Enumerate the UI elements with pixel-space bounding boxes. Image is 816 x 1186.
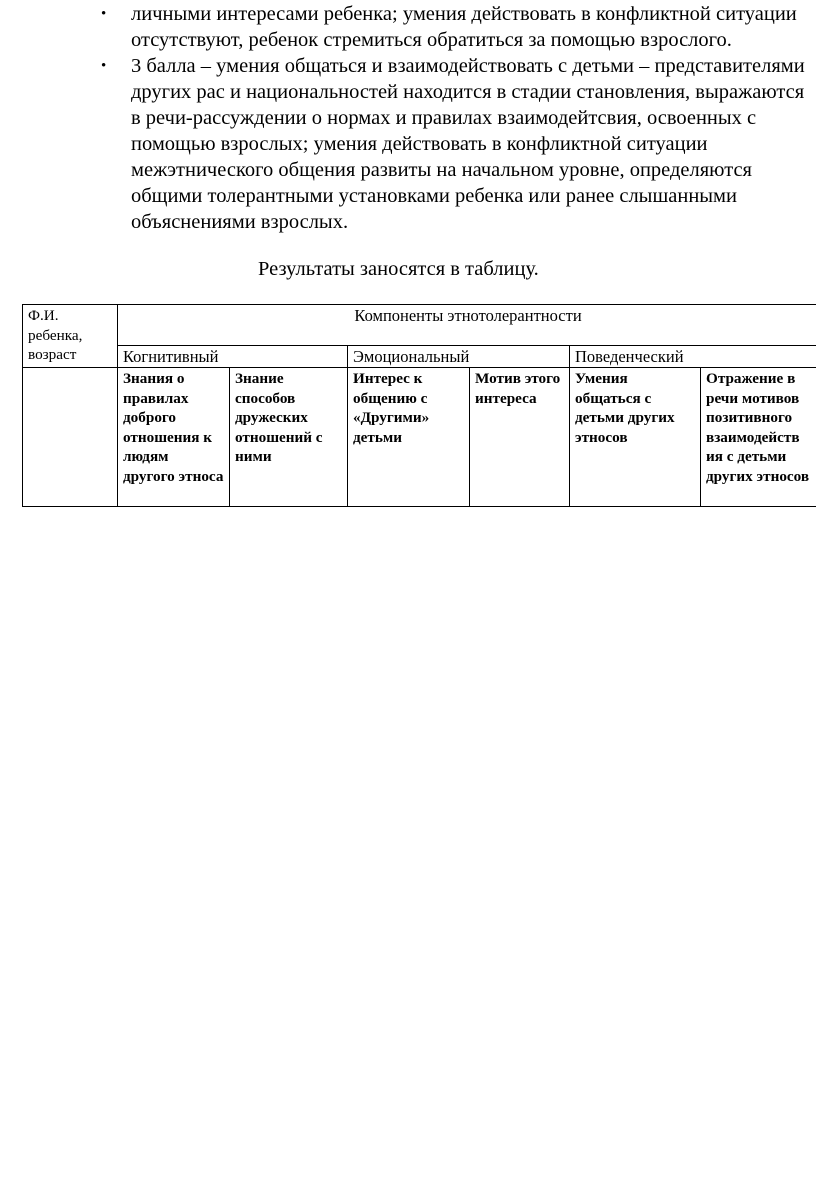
group-behavioral: Поведенческий	[575, 346, 684, 366]
subheader-skills: Умения общаться с детьми других этносов	[575, 370, 675, 446]
results-caption: Результаты заносятся в таблицу.	[258, 258, 539, 280]
list-item-text: 3 балла – умения общаться и взаимодействовать с детьми – представителями других рас и национальностей находится в стадии становления, выражаются в речи-рассуждении о нормах и правилах взаимодейтсвия, освоенных с помощью взрослых; умения действовать в конфликтной ситуации межэтнического общения развиты на начальном уровне, определяются общими толерантными установками ребенка или ранее слышанными объяснениями взрослых.	[131, 55, 805, 233]
list-item	[0, 53, 816, 235]
subheader-cell	[230, 368, 348, 507]
group-emotional-cell	[348, 345, 570, 368]
group-emotional: Эмоциональный	[353, 346, 470, 366]
list-item-text: личными интересами ребенка; умения действовать в конфликтной ситуации отсутствуют, ребенок стремиться обратиться за помощью взрослого.	[131, 3, 797, 51]
subheader-knowledge-rules: Знания о правилах доброго отношения к людям другого этноса	[123, 370, 224, 485]
subheader-cell	[701, 368, 816, 507]
bullet-icon: •	[101, 6, 107, 22]
list-item	[0, 1, 816, 53]
components-header: Компоненты этнотолерантности	[354, 306, 582, 325]
components-header-cell	[118, 305, 816, 346]
subheader-motive: Мотив этого интереса	[475, 370, 561, 407]
ethnotolerance-table	[22, 304, 816, 507]
subheader-speech-reflection: Отражение в речи мотивов позитивного взаимодейств ия с детьми других этносов	[706, 370, 810, 485]
subheader-interest: Интерес к общению с «Другими» детьми	[353, 370, 430, 446]
subheader-cell	[118, 368, 230, 507]
fio-header-cell	[23, 305, 118, 368]
subheader-cell	[470, 368, 570, 507]
criteria-list	[0, 1, 816, 235]
subheader-cell	[570, 368, 701, 507]
group-cognitive: Когнитивный	[123, 346, 219, 366]
group-cognitive-cell	[118, 345, 348, 368]
subheader-knowledge-ways: Знание способов дружеских отношений с ними	[235, 370, 323, 465]
fio-value-cell	[23, 368, 118, 507]
subheader-cell	[348, 368, 470, 507]
bullet-icon: •	[101, 58, 107, 74]
group-behavioral-cell	[570, 345, 816, 368]
fio-header: Ф.И. ребенка, возраст	[28, 307, 83, 363]
